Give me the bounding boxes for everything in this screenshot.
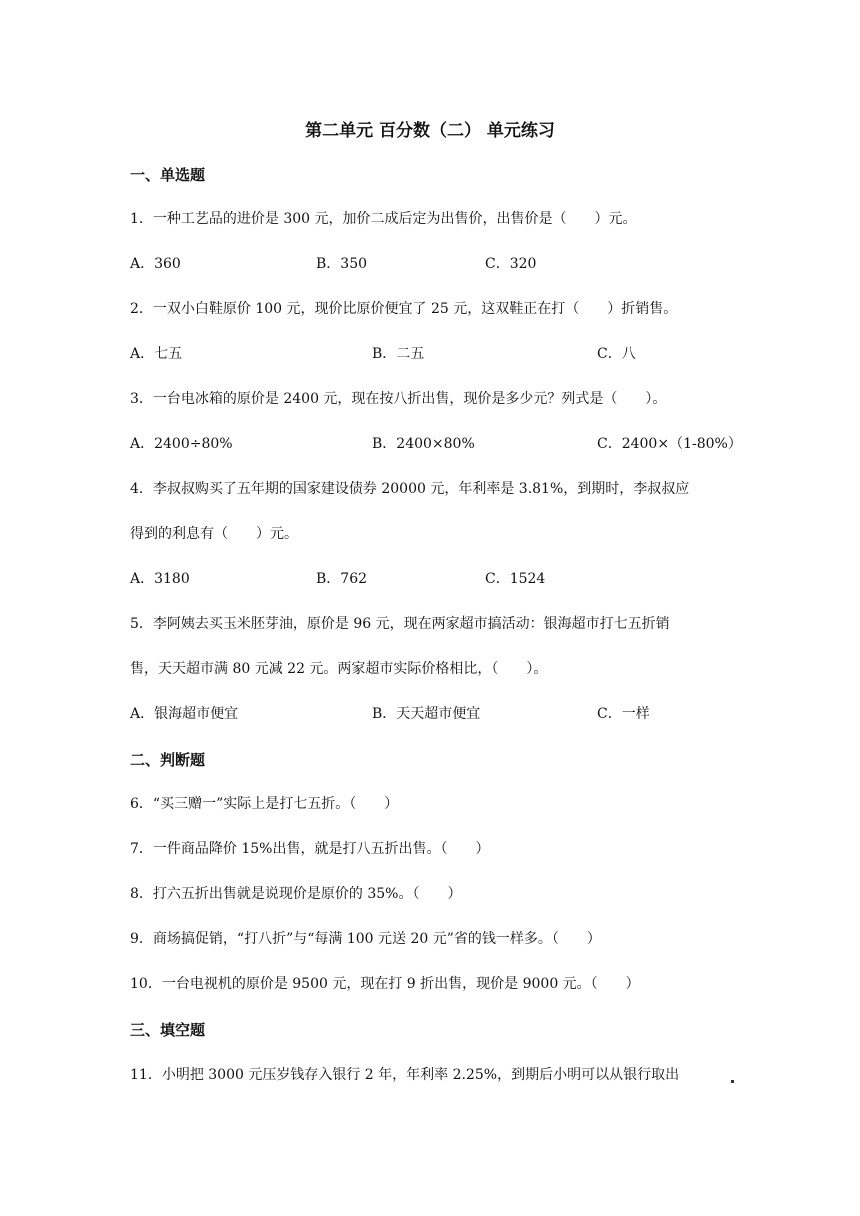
question-4-options xyxy=(130,568,750,588)
question-1: 1．一种工艺品的进价是 300 元，加价二成后定为出售价，出售价是（ ）元。 xyxy=(130,211,637,227)
option-c: C．2400×（1-80%） xyxy=(597,436,742,452)
section-heading-single-choice: 一、单选题 xyxy=(130,166,206,184)
option-b: B．天天超市便宜 xyxy=(372,706,481,722)
question-3-options xyxy=(130,433,750,453)
question-4-line-1: 4．李叔叔购买了五年期的国家建设债券 20000 元，年利率是 3.81%，到期时，李叔叔应 xyxy=(130,481,690,497)
option-a: A．360 xyxy=(130,256,181,272)
option-c: C．1524 xyxy=(485,571,546,587)
option-b: B．350 xyxy=(316,256,368,272)
option-a: A．2400÷80% xyxy=(130,436,233,452)
option-c: C．一样 xyxy=(597,706,650,722)
option-b: B．二五 xyxy=(372,346,425,362)
question-1-options xyxy=(130,253,750,273)
question-3: 3．一台电冰箱的原价是 2400 元，现在按八折出售，现价是多少元？列式是（ ）。 xyxy=(130,391,667,407)
question-11: 11．小明把 3000 元压岁钱存入银行 2 年，年利率 2.25%，到期后小明可以从银行取出 xyxy=(130,1067,680,1083)
question-5-line-1: 5．李阿姨去买玉米胚芽油，原价是 96 元，现在两家超市搞活动：银海超市打七五折销 xyxy=(130,616,670,632)
question-5-options xyxy=(130,703,750,723)
text-overflow-mark xyxy=(731,1080,734,1083)
option-c: C．320 xyxy=(485,256,537,272)
question-7: 7．一件商品降价 15%出售，就是打八五折出售。（ ） xyxy=(130,841,490,857)
option-a: A．七五 xyxy=(130,346,183,362)
option-c: C．八 xyxy=(597,346,636,362)
question-6: 6．“买三赠一”实际上是打七五折。（ ） xyxy=(130,796,399,812)
question-5-line-2: 售，天天超市满 80 元减 22 元。两家超市实际价格相比，（ ）。 xyxy=(130,661,548,677)
question-2-options xyxy=(130,343,750,363)
section-heading-true-false: 二、判断题 xyxy=(130,751,206,769)
question-2: 2．一双小白鞋原价 100 元，现价比原价便宜了 25 元，这双鞋正在打（ ）折销售。 xyxy=(130,301,678,317)
question-4-line-2: 得到的利息有（ ）元。 xyxy=(130,526,298,542)
worksheet-title: 第二单元 百分数（二） 单元练习 xyxy=(305,121,555,141)
option-a: A．3180 xyxy=(130,571,190,587)
question-9: 9．商场搞促销，“打八折”与“每满 100 元送 20 元”省的钱一样多。（ ） xyxy=(130,931,601,947)
question-10: 10．一台电视机的原价是 9500 元，现在打 9 折出售，现价是 9000 元。（ ） xyxy=(130,976,640,992)
section-heading-fill-in: 三、填空题 xyxy=(130,1021,206,1039)
option-b: B．2400×80% xyxy=(372,436,475,452)
question-8: 8．打六五折出售就是说现价是原价的 35%。（ ） xyxy=(130,886,462,902)
option-b: B．762 xyxy=(316,571,368,587)
option-a: A．银海超市便宜 xyxy=(130,706,239,722)
